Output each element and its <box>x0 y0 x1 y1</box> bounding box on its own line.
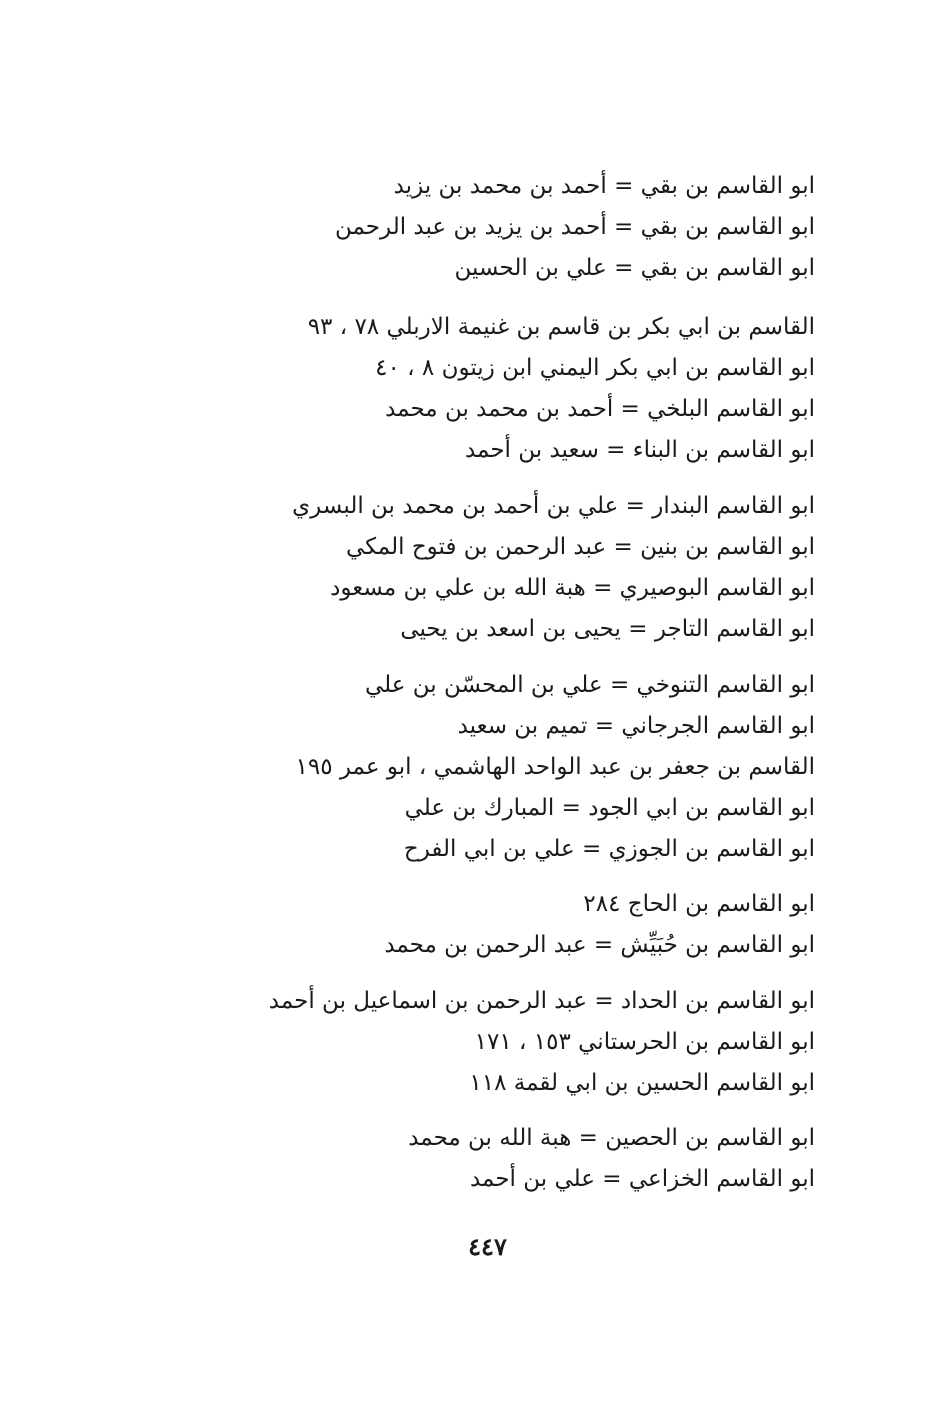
index-group-4 <box>255 665 815 870</box>
index-entry: ابو القاسم بن ابي بكر اليمني ابن زيتون ٨ ، ٤٠ <box>375 355 815 381</box>
index-entry: ابو القاسم بن البناء = سعيد بن أحمد <box>464 437 815 463</box>
index-group-3 <box>255 486 815 650</box>
index-entry: ابو القاسم بن ابي الجود = المبارك بن علي <box>404 795 815 821</box>
index-entry: ابو القاسم التنوخي = علي بن المحسّن بن علي <box>364 672 815 698</box>
index-entry: ابو القاسم بن حُبَيِّش = عبد الرحمن بن محمد <box>384 932 815 958</box>
index-entry: ابو القاسم بن بقي = أحمد بن يزيد بن عبد الرحمن <box>334 214 815 240</box>
index-entry: ابو القاسم بن الحاج ٢٨٤ <box>583 891 815 917</box>
index-group-1 <box>255 166 815 289</box>
index-entry: القاسم بن ابي بكر بن قاسم بن غنيمة الاربلي ٧٨ ، ٩٣ <box>307 314 815 340</box>
index-entry: القاسم بن جعفر بن عبد الواحد الهاشمي ، ابو عمر ١٩٥ <box>295 754 815 780</box>
index-entry: ابو القاسم بن بنين = عبد الرحمن بن فتوح المكي <box>345 534 815 560</box>
index-entry: ابو القاسم الخزاعي = علي بن أحمد <box>469 1166 815 1192</box>
index-entry: ابو القاسم بن بقي = علي بن الحسين <box>454 255 815 281</box>
index-entry: ابو القاسم البندار = علي بن أحمد بن محمد بن البسري <box>292 493 815 519</box>
index-entry: ابو القاسم بن الحصين = هبة الله بن محمد <box>408 1125 815 1151</box>
index-entry: ابو القاسم بن الحداد = عبد الرحمن بن اسماعيل بن أحمد <box>268 988 815 1014</box>
index-entry: ابو القاسم الجرجاني = تميم بن سعيد <box>457 713 815 739</box>
index-entry: ابو القاسم البوصيري = هبة الله بن علي بن مسعود <box>330 575 815 601</box>
index-entry: ابو القاسم الحسين بن ابي لقمة ١١٨ <box>469 1070 815 1096</box>
index-group-5 <box>255 884 815 966</box>
index-entry: ابو القاسم بن الجوزي = علي بن ابي الفرح <box>403 836 815 862</box>
index-entry: ابو القاسم بن الحرستاني ١٥٣ ، ١٧١ <box>474 1029 815 1055</box>
index-entry: ابو القاسم التاجر = يحيى بن اسعد بن يحيى <box>400 616 815 642</box>
index-group-7 <box>255 1118 815 1200</box>
index-group-6 <box>255 981 815 1104</box>
index-entry: ابو القاسم بن بقي = أحمد بن محمد بن يزيد <box>393 173 815 199</box>
page-number: ٤٤٧ <box>468 1232 507 1261</box>
index-group-2 <box>255 307 815 471</box>
index-entry: ابو القاسم البلخي = أحمد بن محمد بن محمد <box>385 396 815 422</box>
